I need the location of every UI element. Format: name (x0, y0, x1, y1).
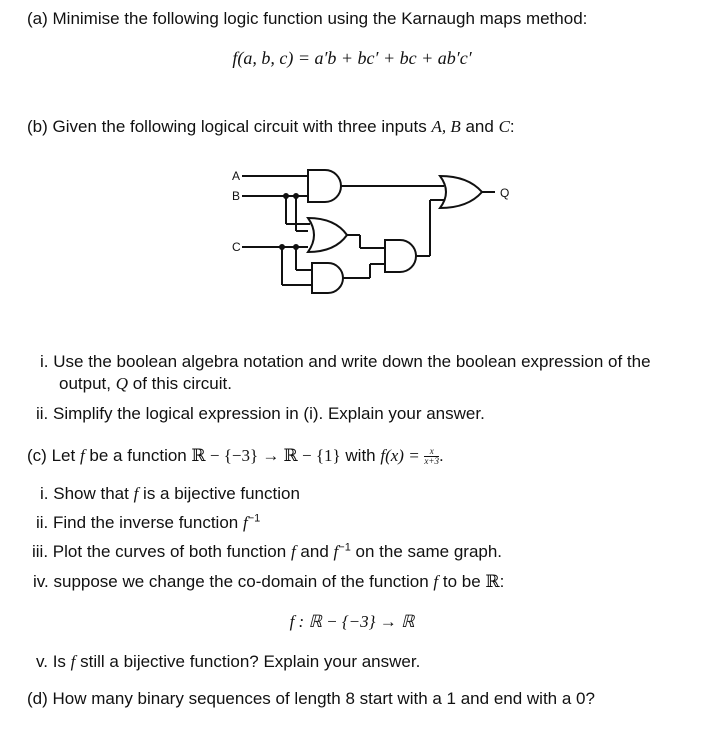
part-c-item-3 (32, 542, 502, 562)
part-a-text: Minimise the following logic function using the Karnaugh maps method: (52, 9, 588, 28)
fraction (424, 447, 439, 466)
part-b-text: Given the following logical circuit with three inputs (52, 117, 427, 136)
label-input-a: A (232, 169, 241, 183)
text: with (345, 446, 376, 465)
item-text: Use the boolean algebra notation and write down the boolean expression of the (53, 352, 651, 371)
label-output-q: Q (500, 186, 510, 200)
part-b-and: and (465, 117, 494, 136)
superscript: −1 (247, 512, 261, 525)
item-text: Plot the curves of both function (52, 542, 287, 561)
part-a-line (27, 9, 587, 29)
part-a-label: (a) (27, 9, 48, 28)
and-gate-3 (312, 263, 343, 293)
logic-circuit-diagram (220, 158, 520, 308)
part-c-label: (c) (27, 446, 47, 465)
label-input-c: C (232, 240, 241, 254)
part-b-colon: : (509, 117, 515, 136)
part-d-label: (d) (27, 689, 48, 708)
part-b-vars: A, B (431, 117, 461, 136)
part-c-item-2 (36, 513, 260, 533)
and-gate-4 (385, 240, 416, 272)
label-input-b: B (232, 189, 241, 203)
part-c-item-4 (33, 572, 504, 592)
item-text: Simplify the logical expression in (i). Explain your answer. (53, 404, 485, 423)
item-number: i. (40, 352, 49, 371)
part-d-line (27, 689, 595, 709)
fraction-numerator: x (424, 447, 439, 457)
mapping-equation (0, 612, 704, 632)
part-c-item-5 (36, 652, 420, 672)
period: . (439, 446, 444, 465)
part-b-label: (b) (27, 117, 48, 136)
and-gate-1 (308, 170, 341, 202)
part-b-var-c: C (498, 117, 510, 136)
real-set: ℝ (485, 572, 500, 591)
item-number: iii. (32, 542, 49, 561)
item-text: of this circuit. (132, 374, 232, 393)
part-b-item-1 (40, 352, 651, 372)
superscript: −1 (338, 541, 351, 554)
var-f: f (70, 652, 76, 671)
fx: f(x) = (380, 446, 420, 465)
part-c-line (27, 446, 444, 466)
part-c-item-1 (40, 484, 300, 504)
part-b-item-2 (36, 404, 485, 424)
fraction-denominator: x+3 (424, 456, 439, 467)
text: be a function (89, 446, 187, 465)
item-text: suppose we change the co-domain of the function (53, 572, 429, 591)
part-a-equation: f(a, b, c) = a′b + bc′ + bc + ab′c′ (232, 48, 472, 68)
part-b-line (27, 117, 515, 137)
item-text: Show that (53, 484, 129, 503)
item-number: ii. (36, 404, 49, 423)
var-f: f (79, 446, 85, 465)
item-number: i. (40, 484, 49, 503)
item-text: Find the inverse function (53, 513, 239, 532)
item-text: still a bijective function? Explain your answer. (80, 652, 421, 671)
colon: : (499, 572, 505, 591)
or-gate-output (440, 176, 482, 208)
item-text: to be (442, 572, 481, 591)
var-q: Q (115, 374, 129, 393)
item-text: output, (59, 374, 111, 393)
part-d-text: How many binary sequences of length 8 start with a 1 and end with a 0? (52, 689, 595, 708)
item-text: and (300, 542, 329, 561)
or-gate-2 (308, 218, 347, 252)
item-number: ii. (36, 513, 49, 532)
var-f: f (242, 513, 248, 532)
part-b-item-1-cont (59, 374, 232, 394)
var-f: f (333, 542, 339, 561)
mapping-expression: f : ℝ − {−3} → ℝ (289, 612, 415, 631)
var-f: f (133, 484, 139, 503)
var-f: f (433, 572, 439, 591)
item-text: Is (52, 652, 66, 671)
var-f: f (290, 542, 296, 561)
item-text: on the same graph. (355, 542, 503, 561)
item-number: v. (36, 652, 48, 671)
text: Let (51, 446, 76, 465)
item-text: is a bijective function (143, 484, 300, 503)
item-number: iv. (33, 572, 49, 591)
domain-expression: ℝ − {−3} → ℝ − {1} (191, 446, 341, 465)
